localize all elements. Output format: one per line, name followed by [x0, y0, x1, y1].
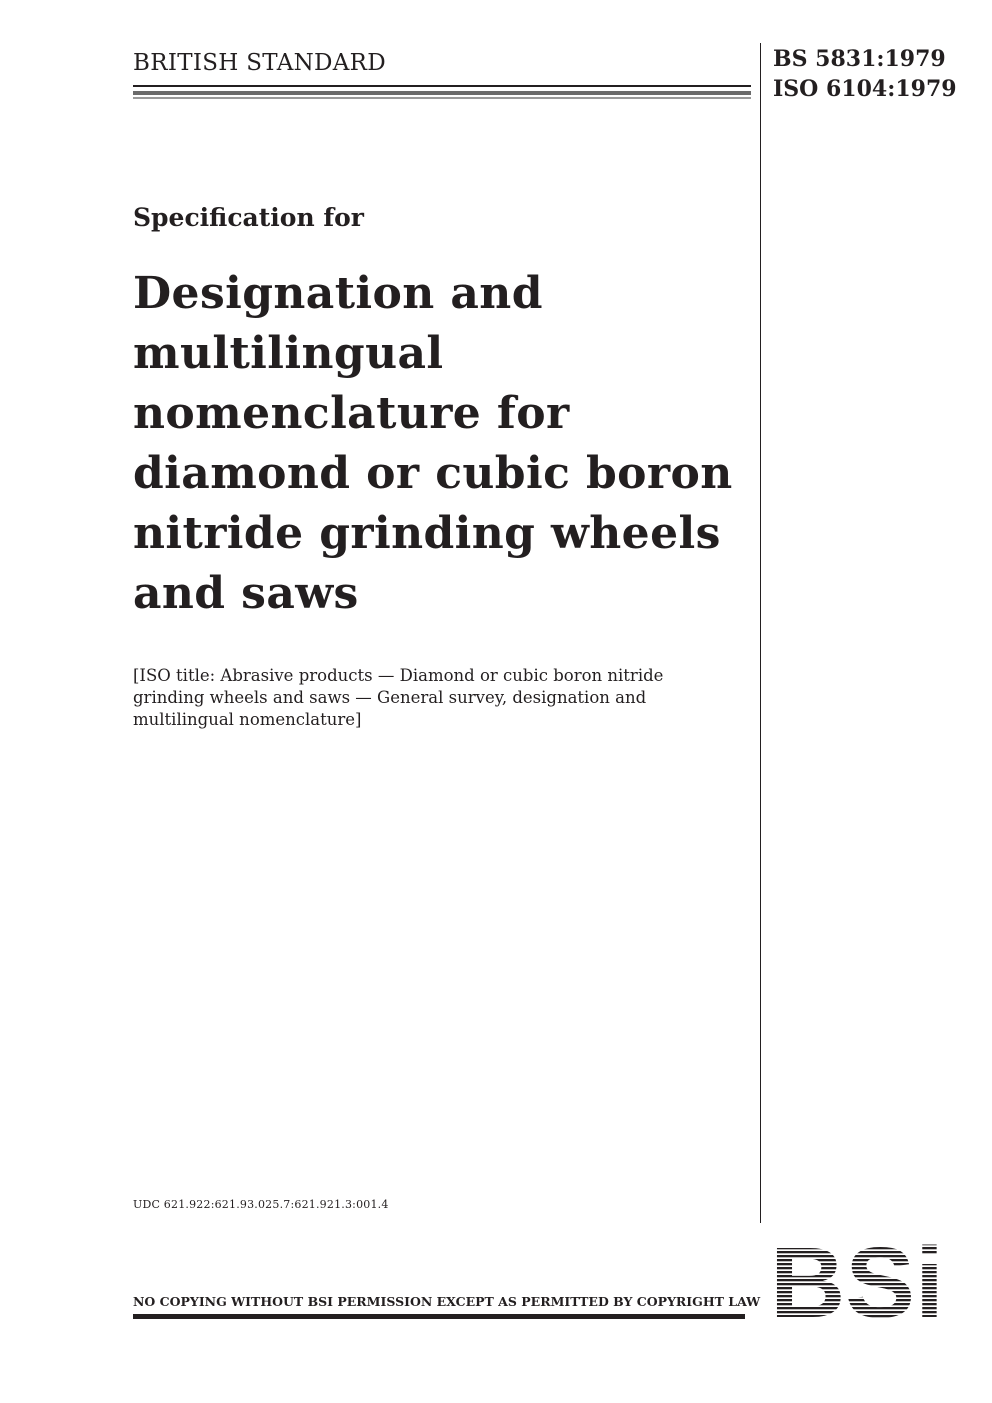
standard-numbers	[773, 44, 957, 104]
vertical-divider	[760, 43, 761, 1223]
title-line: and saws	[133, 568, 359, 619]
iso-title-line: multilingual nomenclature]	[133, 710, 362, 729]
copyright-notice: NO COPYING WITHOUT BSI PERMISSION EXCEPT AS PERMITTED BY COPYRIGHT LAW	[133, 1294, 761, 1309]
title-line: Designation and	[133, 268, 543, 319]
title-line: nomenclature for	[133, 388, 570, 439]
title-line: nitride grinding wheels	[133, 508, 721, 559]
udc-code: UDC 621.922:621.93.025.7:621.921.3:001.4	[133, 1198, 389, 1211]
header-rule-line	[133, 85, 751, 87]
iso-title-line: [ISO title: Abrasive products — Diamond or cubic boron nitride	[133, 666, 664, 685]
title-line: multilingual	[133, 328, 444, 379]
bsi-logo-icon	[770, 1243, 944, 1321]
iso-number: ISO 6104:1979	[773, 76, 957, 102]
bs-number: BS 5831:1979	[773, 46, 946, 72]
document-title	[133, 264, 758, 624]
spec-label: Specification for	[133, 203, 364, 232]
header-rule-line	[133, 97, 751, 99]
title-line: diamond or cubic boron	[133, 448, 733, 499]
header-rule-line	[133, 91, 751, 95]
iso-title	[133, 665, 753, 731]
header-label: BRITISH STANDARD	[133, 50, 387, 76]
footer-rule	[133, 1314, 745, 1319]
iso-title-line: grinding wheels and saws — General survey, designation and	[133, 688, 647, 707]
header-rule	[133, 85, 751, 100]
